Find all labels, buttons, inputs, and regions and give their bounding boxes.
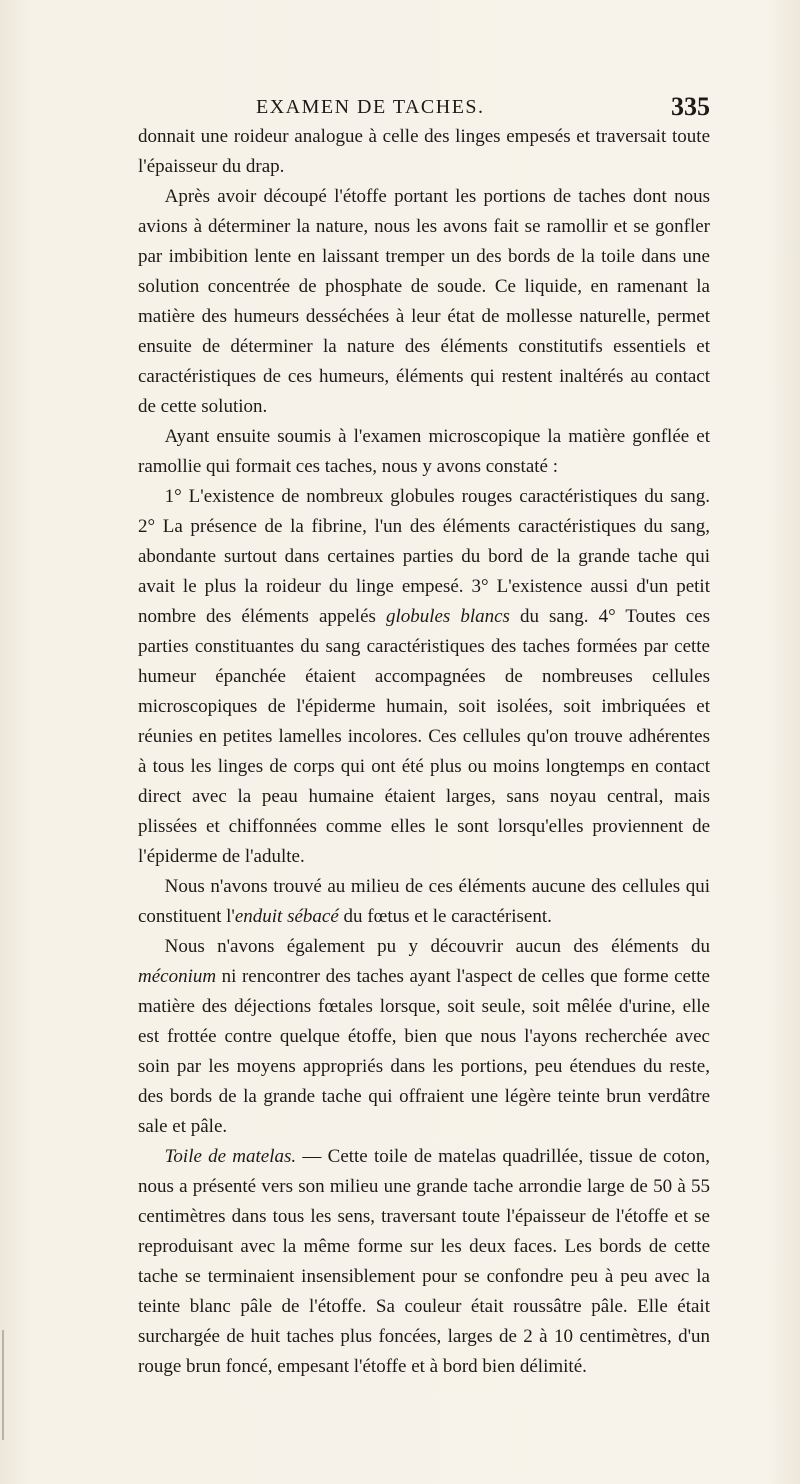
text-run: 1° L'existence de nombreux globules rouges caractéristiques du sang. 2° La présence de la fibrine, l'un des éléments caractéristiques du sang, abondante surtout dans certaines parties du bord de la grande tache qui avait le plus la roideur du linge empesé. 3° L'existence aussi d'un petit nombre des éléments appelés [138,486,710,627]
italic-text: enduit sébacé [234,906,339,927]
page-edge-shadow [2,1330,4,1440]
paragraph [138,932,710,1142]
running-head [138,92,710,126]
text-run: Après avoir découpé l'étoffe portant les portions de taches dont nous avions à déterminer la nature, nous les avons fait se ramollir et se gonfler par imbibition lente en laissant tremper un des bords de la toile dans une solution concentrée de phosphate de soude. Ce liquide, en ramenant la matière des humeurs desséchées à leur état de mollesse naturelle, permet ensuite de déterminer la nature des éléments constitutifs essentiels et caractéristiques de ces humeurs, éléments qui restent inaltérés au contact de cette solution. [138,186,710,417]
paragraph [138,122,710,182]
text-run: Nous n'avons également pu y découvrir aucun des éléments du [164,936,710,957]
paragraph [138,1142,710,1382]
paragraph [138,482,710,872]
italic-text: globules blancs [385,606,510,627]
italic-text: méconium [138,966,217,987]
page-number: 335 [671,92,710,121]
text-run: Nous n'avons trouvé au milieu de ces éléments aucune des cellules qui constituent l' [138,876,710,927]
text-run: donnait une roideur analogue à celle des linges empesés et traversait toute l'épaisseur du drap. [138,126,710,177]
paragraph [138,182,710,422]
text-run: du sang. 4° Toutes ces parties constituantes du sang caractéristiques des taches formées par cette humeur épanchée étaient accompagnées de nombreuses cellules microscopiques de l'épiderme humain, soit isolées, soit imbriquées et réunies en petites lamelles incolores. Ces cellules qu'on trouve adhérentes à tous les linges de corps qui ont été plus ou moins longtemps en contact direct avec la peau humaine étaient larges, sans noyau central, mais plissées et chiffonnées comme elles le sont lorsqu'elles proviennent de l'épiderme de l'adulte. [138,606,711,867]
text-run: — Cette toile de matelas quadrillée, tissue de coton, nous a présenté vers son milieu une grande tache arrondie large de 50 à 55 centimètres dans tous les sens, traversant toute l'épaisseur de l'étoffe et se reproduisant avec la même forme sur les deux faces. Les bords de cette tache se terminaient insensiblement pour se confondre peu à peu avec la teinte blanc pâle de l'étoffe. Sa couleur était roussâtre pâle. Elle était surchargée de huit taches plus foncées, larges de 2 à 10 centimètres, d'un rouge brun foncé, empesant l'étoffe et à bord bien délimité. [138,1146,710,1377]
text-run: ni rencontrer des taches ayant l'aspect de celles que forme cette matière des déjections fœtales lorsque, soit seule, soit mêlée d'urine, elle est frottée contre quelque étoffe, bien que nous l'ayons recherchée avec soin par les moyens appropriés dans les portions, peu étendues du reste, des bords de la grande tache qui offraient une légère teinte brun verdâtre sale et pâle. [138,966,710,1137]
text-run: Ayant ensuite soumis à l'examen microscopique la matière gonflée et ramollie qui formait ces taches, nous y avons constaté : [138,426,710,477]
running-title: EXAMEN DE TACHES. [256,96,485,118]
paragraph [138,872,710,932]
italic-text: Toile de matelas. [164,1146,297,1167]
body-text [138,122,710,1382]
text-run: du fœtus et le caractérisent. [338,906,552,927]
paragraph [138,422,710,482]
